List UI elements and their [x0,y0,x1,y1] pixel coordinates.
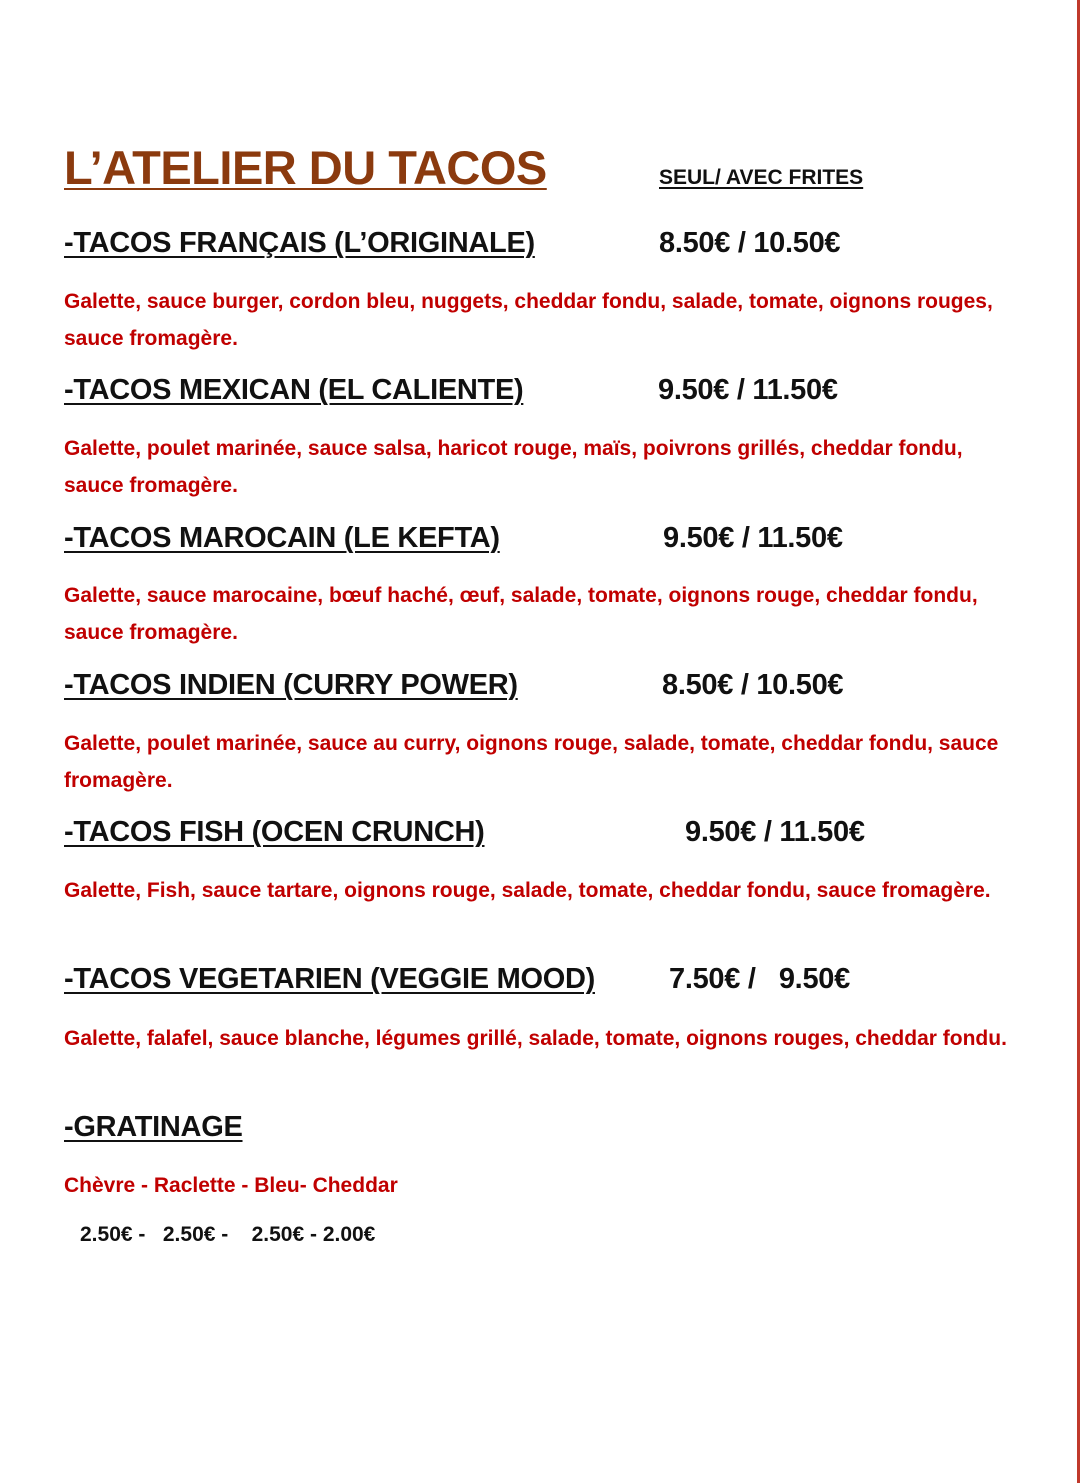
menu-item-name: -TACOS MEXICAN (EL CALIENTE) [64,374,524,406]
gratinage-title: -GRATINAGE [64,1111,243,1143]
menu-item-name: -TACOS MAROCAIN (LE KEFTA) [64,522,500,554]
menu-item-price: 9.50€ / 11.50€ [685,816,865,848]
menu-item-description: Galette, sauce marocaine, bœuf haché, œuf, salade, tomate, oignons rouge, cheddar fondu, sauce fromagère. [64,584,978,644]
menu-item-price: 9.50€ / 11.50€ [663,522,843,554]
menu-item-price: 9.50€ / 11.50€ [658,374,838,406]
gratinage-prices: 2.50€ - 2.50€ - 2.50€ - 2.00€ [80,1223,376,1246]
menu-item-name: -TACOS VEGETARIEN (VEGGIE MOOD) [64,963,595,995]
menu-item-name: -TACOS FISH (OCEN CRUNCH) [64,816,485,848]
menu-item-price: 8.50€ / 10.50€ [662,669,844,701]
menu-item-description: Galette, Fish, sauce tartare, oignons rouge, salade, tomate, cheddar fondu, sauce fromagère. [64,879,991,902]
menu-item-name: -TACOS FRANÇAIS (L’ORIGINALE) [64,227,535,259]
menu-item-description: Galette, sauce burger, cordon bleu, nuggets, cheddar fondu, salade, tomate, oignons rouges, sauce fromagère. [64,290,993,350]
price-column-header: SEUL/ AVEC FRITES [659,166,864,189]
menu-item-price: 7.50€ / 9.50€ [669,963,850,995]
menu-item-price: 8.50€ / 10.50€ [659,227,841,259]
menu-item-description: Galette, falafel, sauce blanche, légumes grillé, salade, tomate, oignons rouges, cheddar fondu. [64,1027,1007,1050]
menu-title: L’ATELIER DU TACOS [64,141,547,194]
menu-item-description: Galette, poulet marinée, sauce salsa, haricot rouge, maïs, poivrons grillés, cheddar fondu, sauce fromagère. [64,437,963,497]
menu-item-description: Galette, poulet marinée, sauce au curry, oignons rouge, salade, tomate, cheddar fondu, sauce fromagère. [64,732,999,792]
menu-item-name: -TACOS INDIEN (CURRY POWER) [64,669,518,701]
gratinage-options: Chèvre - Raclette - Bleu- Cheddar [64,1174,398,1197]
